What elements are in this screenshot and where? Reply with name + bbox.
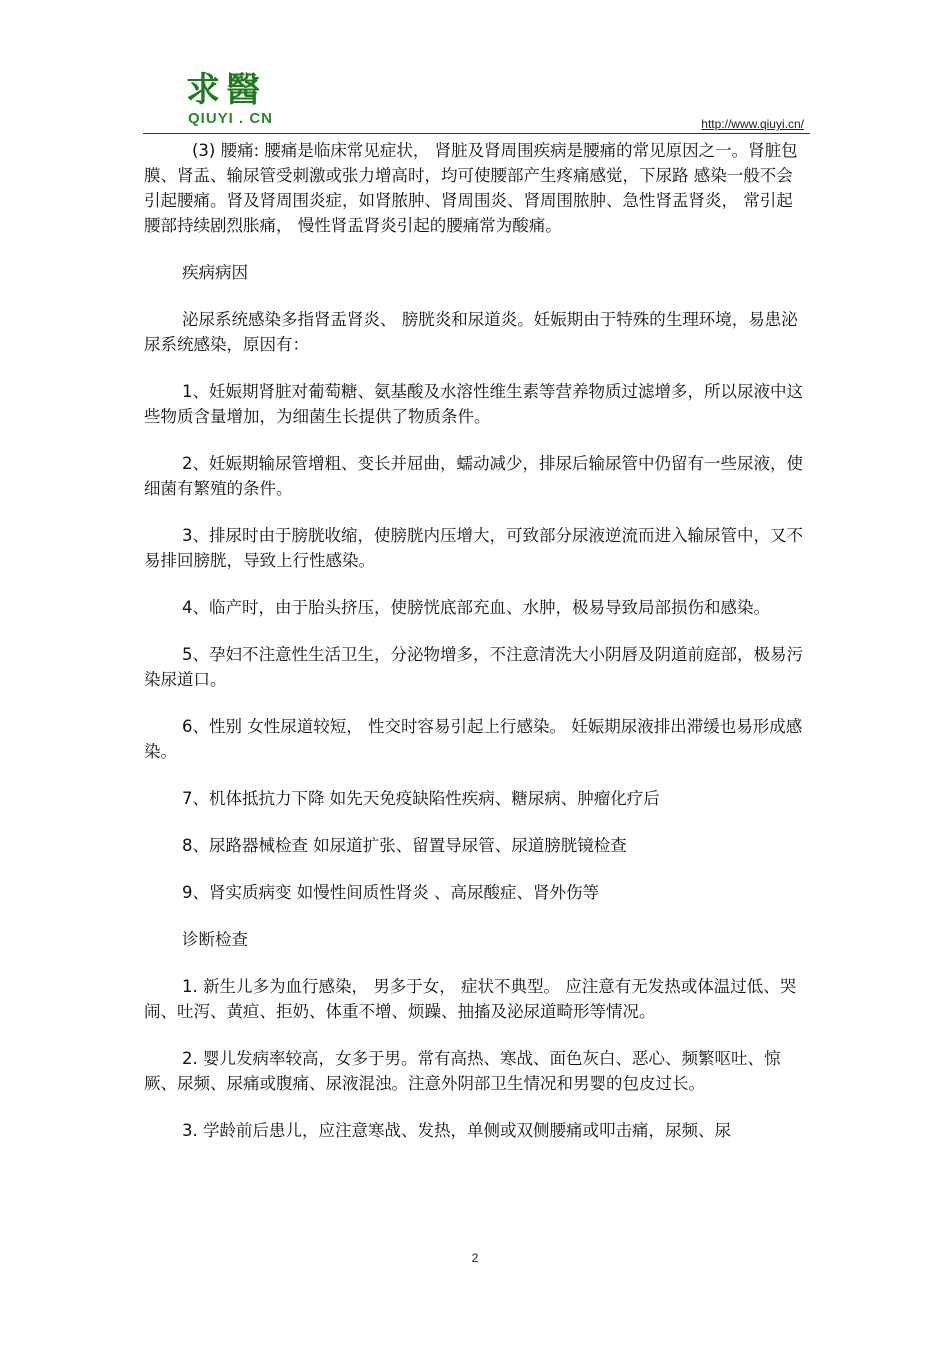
logo-english-text: QIUYI . CN (188, 110, 274, 127)
list-item-diagnosis-1: 1. 新生儿多为血行感染， 男多于女， 症状不典型。 应注意有无发热或体温过低、哭闹、吐泻、黄疸、拒奶、体重不增、烦躁、抽搐及泌尿道畸形等情况。 (144, 977, 797, 1021)
logo-chinese-text: 求醫 (186, 70, 266, 110)
list-item-cause-7: 7、机体抵抗力下降 如先天免疫缺陷性疾病、糖尿病、肿瘤化疗后 (182, 789, 660, 808)
list-item-cause-6: 6、性别 女性尿道较短， 性交时容易引起上行感染。 妊娠期尿液排出滞缓也易形成感染。 (144, 717, 803, 761)
list-item-cause-5: 5、孕妇不注意性生活卫生，分泌物增多，不注意清洗大小阴唇及阴道前庭部，极易污染尿道口。 (144, 645, 803, 689)
section-heading-diagnosis: 诊断检查 (182, 930, 248, 949)
list-item-diagnosis-3: 3. 学龄前后患儿，应注意寒战、发热，单侧或双侧腰痛或叩击痛，尿频、尿 (182, 1121, 731, 1140)
list-item-cause-9: 9、肾实质病变 如慢性间质性肾炎 、高尿酸症、肾外伤等 (182, 883, 599, 902)
paragraph-intro-causes: 泌尿系统感染多指肾盂肾炎、 膀胱炎和尿道炎。妊娠期由于特殊的生理环境，易患泌尿系统感染，原因有： (144, 310, 798, 354)
list-item-cause-1: 1、妊娠期肾脏对葡萄糖、氨基酸及水溶性维生素等营养物质过滤增多，所以尿液中这些物质含量增加，为细菌生长提供了物质条件。 (144, 382, 803, 426)
header-divider (143, 133, 810, 134)
document-body (144, 138, 804, 1165)
site-logo (186, 70, 296, 132)
list-item-cause-2: 2、妊娠期输尿管增粗、变长并屈曲，蠕动减少，排尿后输尿管中仍留有一些尿液，使细菌有繁殖的条件。 (144, 454, 803, 498)
page-number: 2 (471, 1251, 479, 1265)
site-url-link[interactable]: http://www.qiuyi.cn/ (701, 117, 804, 131)
section-heading-causes: 疾病病因 (182, 263, 248, 282)
list-item-cause-3: 3、排尿时由于膀胱收缩，使膀胱内压增大，可致部分尿液逆流而进入输尿管中，又不易排回膀胱，导致上行性感染。 (144, 526, 803, 570)
paragraph-back-pain: (3) 腰痛: 腰痛是临床常见症状， 肾脏及肾周围疾病是腰痛的常见原因之一。肾脏包膜、肾盂、输尿管受刺激或张力增高时，均可使腰部产生疼痛感觉，下尿路 感染一般不会引起腰痛。肾及肾周围炎症，如肾脓肿、肾周围炎、肾周围脓肿、急性肾盂肾炎， 常引起腰部持续剧烈胀痛， 慢性肾盂肾炎引起的腰痛常为酸痛。 (144, 141, 798, 235)
list-item-cause-8: 8、尿路器械检查 如尿道扩张、留置导尿管、尿道膀胱镜检查 (182, 836, 627, 855)
list-item-diagnosis-2: 2. 婴儿发病率较高，女多于男。常有高热、寒战、面色灰白、恶心、频繁呕吐、惊厥、尿频、尿痛或腹痛、尿液混浊。注意外阴部卫生情况和男婴的包皮过长。 (144, 1049, 781, 1093)
list-item-cause-4: 4、临产时，由于胎头挤压，使膀恍底部充血、水肿，极易导致局部损伤和感染。 (182, 598, 770, 617)
